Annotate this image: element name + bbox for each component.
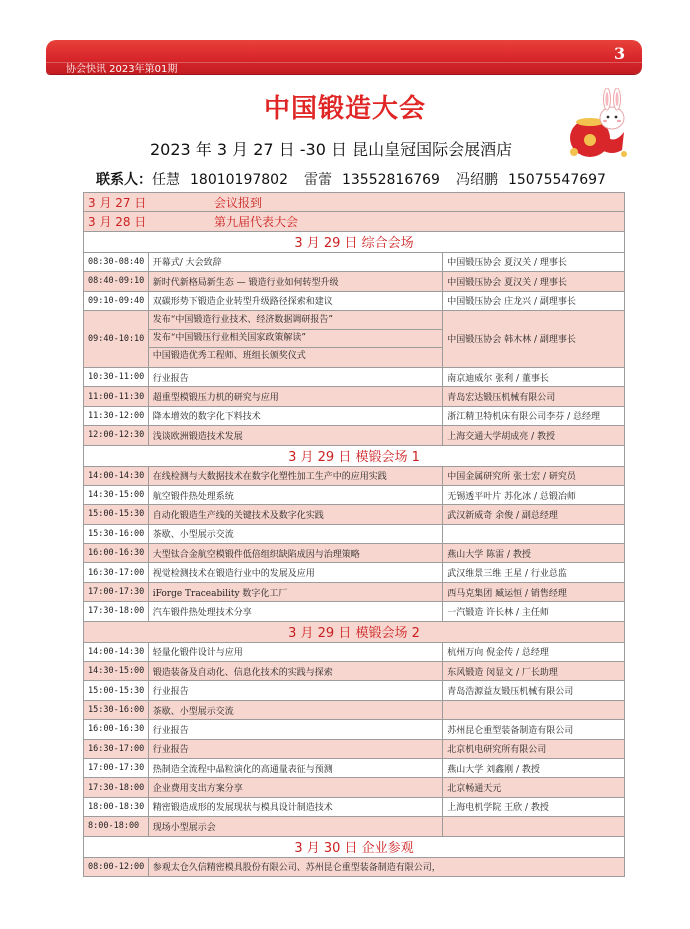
speaker-cell: 上海交通大学胡成亮 / 教授 — [443, 426, 625, 445]
table-row — [84, 387, 625, 406]
speaker-cell: 浙江精卫特机床有限公司李芬 / 总经理 — [443, 406, 625, 425]
topic-cell: 茶歇、小型展示交流 — [148, 700, 443, 719]
table-row — [84, 662, 625, 681]
time-cell: 15:30-16:00 — [84, 700, 149, 719]
table-row — [84, 310, 625, 367]
day-event: 会议报到 — [214, 195, 263, 210]
topic-cell: 视觉检测技术在锻造行业中的发展及应用 — [148, 563, 443, 582]
table-row — [84, 739, 625, 758]
table-row — [84, 700, 625, 719]
section-header — [84, 231, 625, 252]
speaker-cell: 中国金属研究所 张士宏 / 研究员 — [443, 466, 625, 485]
section-header — [84, 621, 625, 642]
speaker-cell: 中国锻压协会 夏汉关 / 理事长 — [443, 272, 625, 291]
speaker-cell: 南京迪威尔 张利 / 董事长 — [443, 367, 625, 386]
speaker-cell: 中国锻压协会 夏汉关 / 理事长 — [443, 252, 625, 271]
table-row — [84, 797, 625, 816]
speaker-cell: 无锡透平叶片 苏化冰 / 总锻冶师 — [443, 485, 625, 504]
table-row — [84, 252, 625, 271]
speaker-cell: 武汉维景三维 王星 / 行业总监 — [443, 563, 625, 582]
time-cell: 15:00-15:30 — [84, 681, 149, 700]
table-row — [84, 367, 625, 386]
contacts-label: 联系人： — [96, 172, 152, 188]
speaker-cell: 苏州昆仑重型装备制造有限公司 — [443, 720, 625, 739]
topic-cell: 开幕式/ 大会致辞 — [148, 252, 443, 271]
speaker-cell: 武汉新威奇 余俊 / 副总经理 — [443, 505, 625, 524]
event-subtitle: 2023 年 3 月 27 日 -30 日 昆山皇冠国际会展酒店 — [150, 140, 513, 159]
contact-item: 雷蕾 13552816769 — [303, 172, 440, 188]
table-row — [84, 426, 625, 445]
time-cell: 10:30-11:00 — [84, 367, 149, 386]
time-cell: 12:00-12:30 — [84, 426, 149, 445]
table-cell: 3 月 30 日 企业参观 — [84, 836, 625, 857]
table-cell: 3 月 29 日 模锻会场 1 — [84, 445, 625, 466]
table-row — [84, 466, 625, 485]
time-cell: 14:00-14:30 — [84, 642, 149, 661]
topic-cell: 大型钛合金航空模锻件低倍组织缺陷成因与治理策略 — [148, 544, 443, 563]
time-cell: 16:00-16:30 — [84, 720, 149, 739]
time-cell: 16:00-16:30 — [84, 544, 149, 563]
time-cell: 08:30-08:40 — [84, 252, 149, 271]
time-cell: 09:10-09:40 — [84, 291, 149, 310]
speaker-cell: 中国锻压协会 庄龙兴 / 副理事长 — [443, 291, 625, 310]
topic-cell: 茶歇、小型展示交流 — [148, 524, 443, 543]
topic-cell — [148, 310, 443, 367]
table-row — [84, 291, 625, 310]
sub-topic: 中国锻造优秀工程师、班组长颁奖仪式 — [152, 351, 306, 362]
topic-cell: 航空锻件热处理系统 — [148, 485, 443, 504]
topic-cell: 新时代新格局新生态 — 锻造行业如何转型升级 — [148, 272, 443, 291]
speaker-cell: 上海电机学院 王欣 / 教授 — [443, 797, 625, 816]
topic-cell: 现场小型展示会 — [148, 817, 443, 836]
topic-cell: iForge Traceability 数字化工厂 — [148, 582, 443, 601]
topic-cell: 精密锻造成形的发展现状与模具设计制造技术 — [148, 797, 443, 816]
table-row — [84, 544, 625, 563]
table-row — [84, 485, 625, 504]
topic-cell: 降本增效的数字化下料技术 — [148, 406, 443, 425]
topic-cell: 汽车锻件热处理技术分享 — [148, 602, 443, 621]
table-row — [84, 602, 625, 621]
table-cell — [84, 193, 625, 212]
table-row — [84, 720, 625, 739]
table-row — [84, 642, 625, 661]
contact-item: 任慧 18010197802 — [152, 172, 288, 188]
table-cell — [84, 212, 625, 231]
topic-cell: 自动化锻造生产线的关键技术及数字化实践 — [148, 505, 443, 524]
time-cell: 14:30-15:00 — [84, 662, 149, 681]
topic-cell: 企业费用支出方案分享 — [148, 778, 443, 797]
time-cell: 17:00-17:30 — [84, 582, 149, 601]
speaker-cell: 西马克集团 臧运恒 / 销售经理 — [443, 582, 625, 601]
rabbit-mascot-icon — [560, 88, 634, 162]
table-row — [84, 563, 625, 582]
schedule-table — [83, 192, 625, 877]
topic-cell: 双碳形势下锻造企业转型升级路径探索和建议 — [148, 291, 443, 310]
speaker-cell — [443, 817, 625, 836]
time-cell: 15:00-15:30 — [84, 505, 149, 524]
topic-cell: 轻量化锻件设计与应用 — [148, 642, 443, 661]
day-date: 3 月 28 日 — [88, 215, 147, 230]
day-event: 第九届代表大会 — [214, 215, 299, 230]
speaker-cell — [443, 700, 625, 719]
speaker-cell: 燕山大学 刘鑫刚 / 教授 — [443, 758, 625, 777]
time-cell: 14:30-15:00 — [84, 485, 149, 504]
table-row — [84, 505, 625, 524]
speaker-cell: 一汽锻造 许长林 / 主任师 — [443, 602, 625, 621]
time-cell: 8:00-18:00 — [84, 817, 149, 836]
topic-cell: 行业报告 — [148, 720, 443, 739]
topic-cell: 浅谈欧洲锻造技术发展 — [148, 426, 443, 445]
page-number: 3 — [614, 44, 626, 63]
time-cell: 15:30-16:00 — [84, 524, 149, 543]
time-cell: 17:30-18:00 — [84, 602, 149, 621]
topic-cell: 参观太仓久信精密模具股份有限公司、苏州昆仑重型装备制造有限公司， — [148, 857, 624, 876]
day-row — [84, 193, 625, 212]
time-cell: 18:00-18:30 — [84, 797, 149, 816]
speaker-cell: 杭州万向 倪金传 / 总经理 — [443, 642, 625, 661]
day-row — [84, 212, 625, 231]
time-cell: 16:30-17:00 — [84, 739, 149, 758]
sub-topic: 发布“中国锻造行业技术、经济数据调研报告” — [149, 312, 443, 330]
contact-item: 冯绍鹏 15075547697 — [455, 172, 606, 188]
table-row — [84, 272, 625, 291]
time-cell: 11:00-11:30 — [84, 387, 149, 406]
topic-cell: 锻造装备及自动化、信息化技术的实践与探索 — [148, 662, 443, 681]
table-row — [84, 778, 625, 797]
time-cell: 17:00-17:30 — [84, 758, 149, 777]
time-cell: 08:00-12:00 — [84, 857, 149, 876]
topic-cell: 超重型模锻压力机的研究与应用 — [148, 387, 443, 406]
issue-label: 协会快讯 2023年第01期 — [66, 64, 178, 75]
speaker-cell: 中国锻压协会 韩木林 / 副理事长 — [443, 310, 625, 367]
table-cell: 3 月 29 日 综合会场 — [84, 231, 625, 252]
speaker-cell: 燕山大学 陈雷 / 教授 — [443, 544, 625, 563]
page-title: 中国锻造大会 — [263, 94, 426, 124]
table-row — [84, 817, 625, 836]
topic-cell: 热制造全流程中晶粒演化的高通量表征与预测 — [148, 758, 443, 777]
time-cell: 14:00-14:30 — [84, 466, 149, 485]
time-cell: 11:30-12:00 — [84, 406, 149, 425]
speaker-cell: 青岛宏达锻压机械有限公司 — [443, 387, 625, 406]
speaker-cell: 东风锻造 闵显文 / 厂长助理 — [443, 662, 625, 681]
section-header — [84, 836, 625, 857]
topic-cell: 在线检测与大数据技术在数字化塑性加工生产中的应用实践 — [148, 466, 443, 485]
table-row — [84, 406, 625, 425]
time-cell: 08:40-09:10 — [84, 272, 149, 291]
topic-cell: 行业报告 — [148, 739, 443, 758]
topic-cell: 行业报告 — [148, 681, 443, 700]
section-header — [84, 445, 625, 466]
speaker-cell: 北京畅通天元 — [443, 778, 625, 797]
sub-topic: 发布“中国锻压行业相关国家政策解读” — [149, 330, 443, 348]
table-cell: 3 月 29 日 模锻会场 2 — [84, 621, 625, 642]
table-row — [84, 582, 625, 601]
time-cell: 09:40-10:10 — [84, 310, 149, 367]
contacts-line — [96, 169, 622, 189]
speaker-cell: 青岛浩源益友锻压机械有限公司 — [443, 681, 625, 700]
time-cell: 16:30-17:00 — [84, 563, 149, 582]
topic-cell: 行业报告 — [148, 367, 443, 386]
table-row — [84, 681, 625, 700]
table-row — [84, 758, 625, 777]
time-cell: 17:30-18:00 — [84, 778, 149, 797]
speaker-cell: 北京机电研究所有限公司 — [443, 739, 625, 758]
table-row — [84, 524, 625, 543]
table-row — [84, 857, 625, 876]
speaker-cell — [443, 524, 625, 543]
day-date: 3 月 27 日 — [88, 195, 147, 210]
